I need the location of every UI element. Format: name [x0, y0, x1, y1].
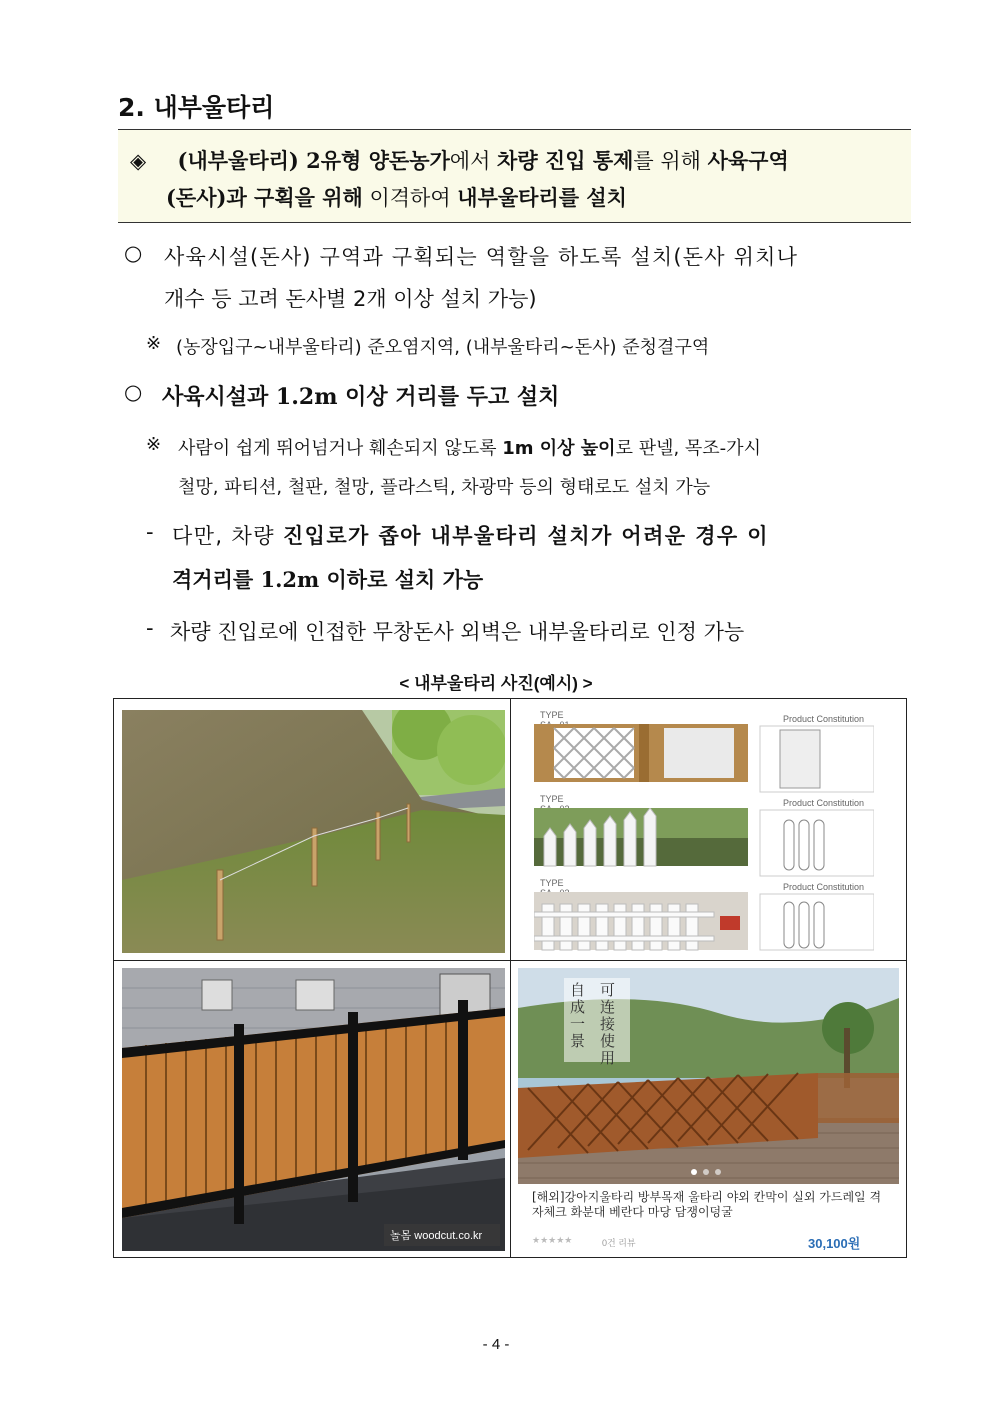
item-text: 개수 등 고려 돈사별 2개 이상 설치 가능)	[164, 287, 537, 311]
summary-text: 이격하여	[362, 186, 458, 210]
item-text-part: 다만, 차량	[172, 524, 283, 548]
circle-bullet-icon: ○	[124, 241, 143, 265]
overlay-text-left: 自成一景	[570, 981, 586, 1050]
product-price: 30,100원	[808, 1236, 861, 1251]
item-text-strong: 진입로가 좁아 내부울타리 설치가 어려운 경우 이	[282, 523, 769, 548]
photo-product-types	[520, 710, 897, 953]
photo-lattice-fence-product	[518, 968, 899, 1251]
photo-watermark: 놀몸 woodcut.co.kr	[390, 1230, 483, 1242]
summary-line-2	[166, 182, 627, 212]
item-text: 차량 진입로에 인접한 무창돈사 외벽은 내부울타리로 인정 가능	[170, 620, 745, 644]
note-text-strong: 1m 이상 높이	[502, 438, 616, 459]
note-text: (농장입구~내부울타리) 준오염지역, (내부울타리~돈사) 준청결구역	[176, 337, 710, 358]
note-text	[178, 434, 761, 460]
grid-divider	[113, 960, 907, 961]
product-title[interactable]: [해외]강아지울타리 방부목재 울타리 야외 칸막이 실외 가드레일 격자체크 화분대 베란다 마당 담쟁이덩굴	[532, 1190, 882, 1219]
summary-strong: 사육구역	[707, 148, 789, 173]
page-number: - 4 -	[482, 1336, 510, 1353]
product-constitution-label: Product Constitution	[783, 714, 865, 724]
item-text-strong: 사육시설과 1.2m 이상 거리를 두고 설치	[162, 384, 560, 410]
dash-bullet-icon: -	[146, 616, 154, 640]
product-constitution-label: Product Constitution	[783, 882, 865, 892]
summary-strong: 차량 진입 통제	[497, 148, 634, 173]
section-heading: 2. 내부울타리	[118, 93, 275, 122]
overlay-text-right: 可连接使用	[600, 981, 616, 1067]
note-mark-icon: ※	[146, 434, 162, 455]
summary-text: 를 위해	[633, 149, 708, 173]
type-label: TYPE	[540, 794, 564, 804]
review-count: 0건 리뷰	[602, 1238, 636, 1248]
summary-line-1	[130, 145, 789, 175]
note-text: 철망, 파티션, 철판, 철망, 플라스틱, 차광막 등의 형태로도 설치 가능	[178, 477, 711, 498]
photo-post-fence	[122, 710, 505, 953]
rating-stars: ★★★★★	[532, 1236, 573, 1246]
note-text-part: 로 판넬, 목조-가시	[615, 438, 761, 459]
grid-divider	[510, 698, 511, 1258]
diamond-bullet-icon: ◈	[130, 149, 147, 173]
type-label: TYPE	[540, 710, 564, 720]
product-constitution-label: Product Constitution	[783, 798, 865, 808]
summary-text: 에서	[449, 149, 498, 173]
photo-caption: < 내부울타리 사진(예시) >	[399, 674, 593, 693]
circle-bullet-icon: ○	[124, 380, 143, 404]
note-mark-icon: ※	[146, 333, 162, 354]
item-text	[172, 520, 769, 550]
summary-box	[118, 129, 911, 223]
type-label: TYPE	[540, 878, 564, 888]
item-text-strong: 격거리를 1.2m 이하로 설치 가능	[172, 567, 484, 592]
note-text-part: 사람이 쉽게 뛰어넘거나 훼손되지 않도록	[178, 438, 503, 459]
dash-bullet-icon: -	[146, 520, 154, 544]
photo-wood-slat-fence	[122, 968, 505, 1251]
summary-strong: (내부울타리) 2유형 양돈농가	[177, 148, 450, 173]
summary-strong: (돈사)과 구획을 위해	[166, 185, 363, 210]
item-text: 사육시설(돈사) 구역과 구획되는 역할을 하도록 설치(돈사 위치나	[164, 245, 799, 269]
summary-strong: 내부울타리를 설치	[457, 185, 627, 210]
